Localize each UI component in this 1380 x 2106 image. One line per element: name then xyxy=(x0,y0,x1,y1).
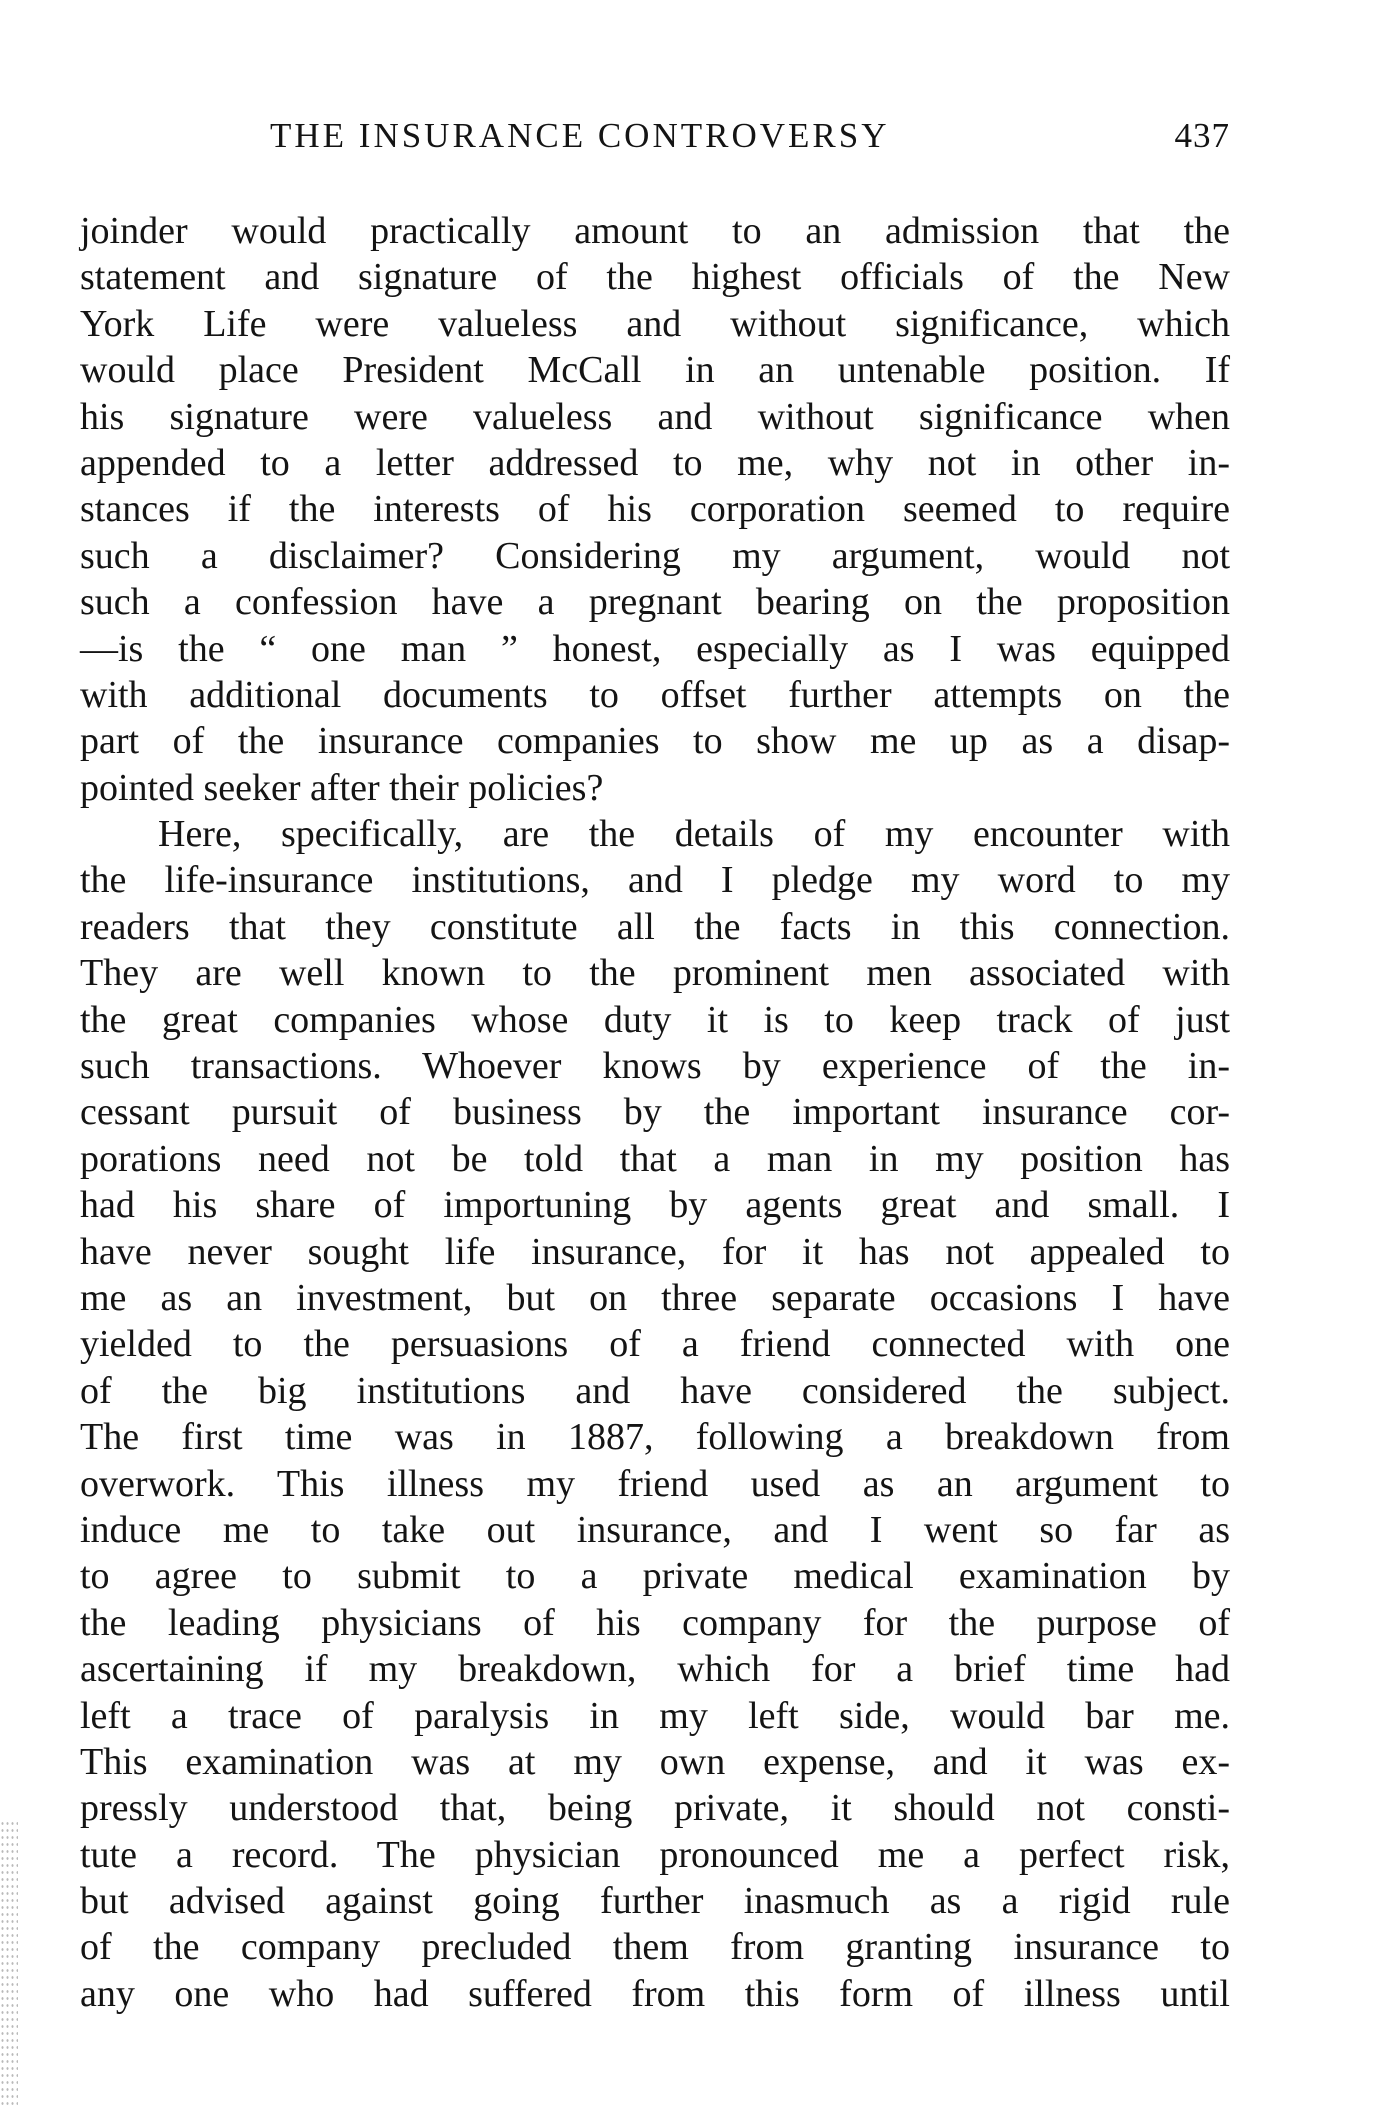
text-line: tute a record. The physician pronounced me a perfect risk, xyxy=(80,1833,1230,1876)
text-line: This examination was at my own expense, and it was ex- xyxy=(80,1740,1230,1783)
text-line: statement and signature of the highest officials of the New xyxy=(80,256,1230,299)
running-title: THE INSURANCE CONTROVERSY xyxy=(270,116,890,155)
text-line: —is the “ one man ” honest, especially as I was equipped xyxy=(80,627,1230,670)
text-line: The first time was in 1887, following a breakdown from xyxy=(80,1416,1230,1459)
text-line: induce me to take out insurance, and I went so far as xyxy=(80,1508,1230,1551)
text-line: porations need not be told that a man in my position has xyxy=(80,1137,1230,1180)
text-line: the life-insurance institutions, and I pledge my word to my xyxy=(80,859,1230,902)
text-line: the leading physicians of his company for the purpose of xyxy=(80,1601,1230,1644)
text-line: the great companies whose duty it is to keep track of just xyxy=(80,998,1230,1041)
text-line: yielded to the persuasions of a friend connected with one xyxy=(80,1323,1230,1366)
text-line: left a trace of paralysis in my left side, would bar me. xyxy=(80,1694,1230,1737)
text-line: would place President McCall in an untenable position. If xyxy=(80,349,1230,392)
text-line: readers that they constitute all the facts in this connection. xyxy=(80,905,1230,948)
text-line: to agree to submit to a private medical examination by xyxy=(80,1555,1230,1598)
text-line: of the big institutions and have considered the subject. xyxy=(80,1369,1230,1412)
text-line: such a confession have a pregnant bearing on the proposition xyxy=(80,581,1230,624)
text-line: have never sought life insurance, for it has not appealed to xyxy=(80,1230,1230,1273)
text-line: joinder would practically amount to an admission that the xyxy=(80,210,1230,252)
text-line: ascertaining if my breakdown, which for a brief time had xyxy=(80,1648,1230,1691)
running-head xyxy=(80,110,1230,162)
text-line: appended to a letter addressed to me, why not in other in- xyxy=(80,441,1230,484)
text-line: overwork. This illness my friend used as an argument to xyxy=(80,1462,1230,1505)
text-line: any one who had suffered from this form of illness until xyxy=(80,1972,1230,2015)
text-line: stances if the interests of his corporation seemed to require xyxy=(80,488,1230,531)
text-line: such a disclaimer? Considering my argument, would not xyxy=(80,534,1230,577)
text-line: pressly understood that, being private, it should not consti- xyxy=(80,1787,1230,1830)
body-text xyxy=(80,208,1230,2017)
text-line: but advised against going further inasmuch as a rigid rule xyxy=(80,1880,1230,1923)
text-line: York Life were valueless and without significance, which xyxy=(80,302,1230,345)
text-line: part of the insurance companies to show me up as a disap- xyxy=(80,720,1230,763)
text-line: had his share of importuning by agents great and small. I xyxy=(80,1184,1230,1227)
text-line: cessant pursuit of business by the important insurance cor- xyxy=(80,1091,1230,1134)
page-edge-speckle xyxy=(0,1820,18,2106)
paragraph-start-line: Here, specifically, are the details of my encounter with xyxy=(158,813,1230,856)
page-number: 437 xyxy=(1174,116,1230,155)
text-line: me as an investment, but on three separate occasions I have xyxy=(80,1276,1230,1319)
text-line: with additional documents to offset further attempts on the xyxy=(80,673,1230,716)
paragraph-end-line: pointed seeker after their policies? xyxy=(80,766,604,809)
text-line: of the company precluded them from granting insurance to xyxy=(80,1926,1230,1969)
text-line: They are well known to the prominent men associated with xyxy=(80,952,1230,995)
text-line: his signature were valueless and without significance when xyxy=(80,395,1230,438)
text-line: such transactions. Whoever knows by experience of the in- xyxy=(80,1045,1230,1088)
